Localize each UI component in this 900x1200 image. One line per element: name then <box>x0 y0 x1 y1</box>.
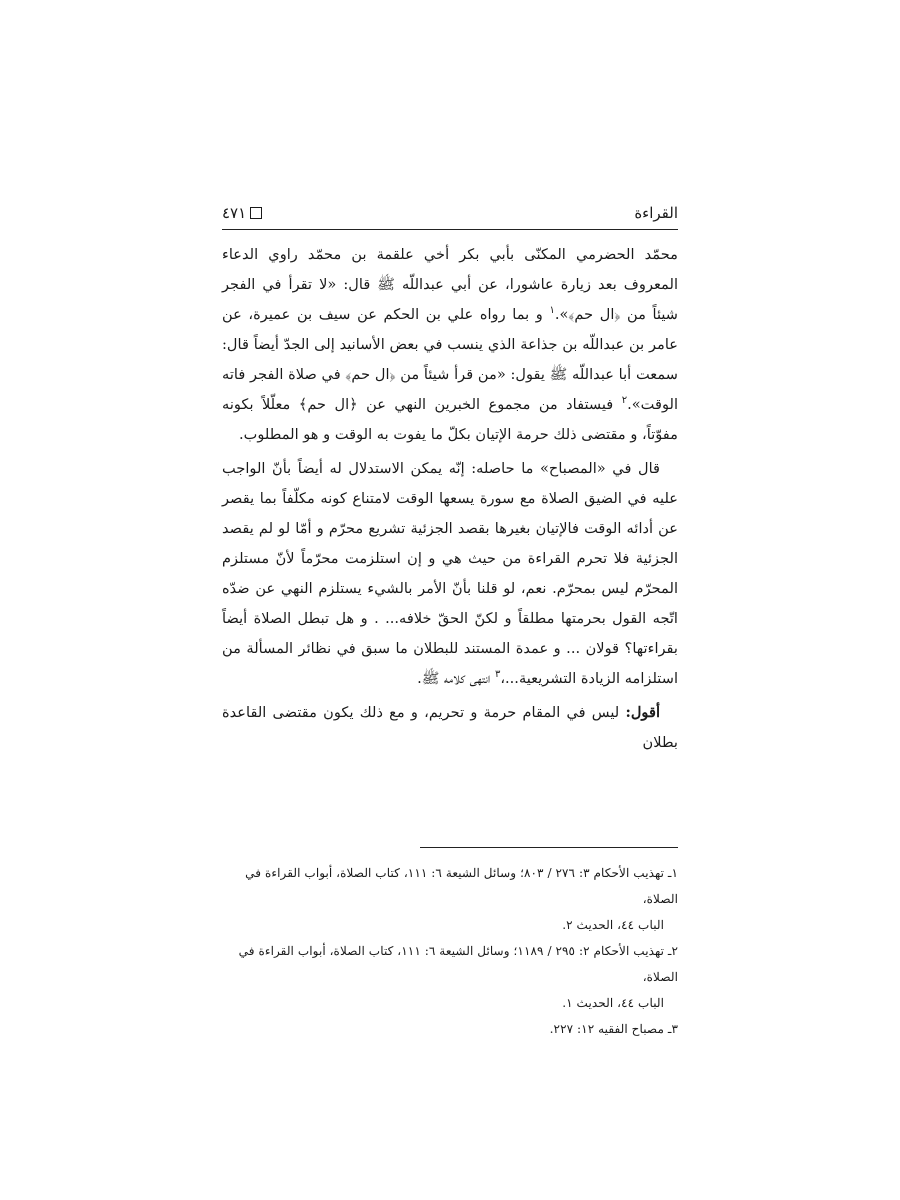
paragraph-2 <box>222 454 678 694</box>
page-number <box>222 204 262 222</box>
footnote-2-line-1: ٢ـ تهذيب الأحكام ٢: ٢٩٥ / ١١٨٩؛ وسائل الشيعة ٦: ١١١، كتاب الصلاة، أبواب القراءة في الصلاة، <box>238 944 678 984</box>
footnote-ref-3: ٣ <box>494 669 501 681</box>
page-number-text: ٤٧١ <box>222 204 247 222</box>
footnotes <box>222 860 678 1042</box>
paragraph-1-text: محمّد الحضرمي المكنّى بأبي بكر أخي علقمة بن محمّد راوي الدعاء المعروف بعد زيارة عاشورا، عن أبي عبداللّه ﷺ قال: «لا تقرأ في الفجر شيئاً من ﴿ال حم﴾». <box>222 246 679 323</box>
paragraph-1 <box>222 240 678 450</box>
page-header <box>222 200 678 224</box>
paragraph-3 <box>222 698 678 758</box>
paragraph-3-text: ليس في المقام حرمة و تحريم، و مع ذلك يكون مقتضى القاعدة بطلان <box>222 704 678 751</box>
paragraph-2b-text: انتهى كلامه ﷺ. <box>417 670 495 687</box>
footnote-1-line-2: الباب ٤٤، الحديث ٢. <box>562 918 664 932</box>
paragraph-2-text: قال في «المصباح» ما حاصله: إنّه يمكن الاستدلال له أيضاً بأنّ الواجب عليه في الضيق الصلاة مع سورة يسعها الوقت لامتناع كونه مكلّفاً بما يقصر عن أدائه الوقت فالإتيان بغيرها بقصد الجزئية تشريع محرّم و أمّا لو لم يقصد الجزئية فلا تحرم القراءة من حيث هي و إن استلزمت محرّماً لأنّ مستلزم المحرّم ليس بمحرّم. نعم، لو قلنا بأنّ الأمر بالشيء يستلزم النهي عن ضدّه اتّجه القول بحرمتها مطلقاً و لكنّ الحقّ خلافه... . و هل تبطل الصلاة أيضاً بقراءتها؟ قولان ... و عمدة المستند للبطلان ما سبق في نظائر المسألة من استلزامه الزيادة التشريعية...، <box>222 460 678 687</box>
footnote-rule <box>420 847 678 848</box>
footnote-2-line-2: الباب ٤٤، الحديث ١. <box>562 996 664 1010</box>
main-text <box>222 240 678 758</box>
footnote-ref-2: ٢ <box>621 395 628 407</box>
paragraph-1b-text: و بما رواه علي بن الحكم عن سيف بن عميرة، عن عامر بن عبداللّه بن جذاعة الذي ينسب في بعض الأسانيد إلى الجدّ أيضاً قال: سمعت أبا عبداللّه ﷺ يقول: «من قرأ شيئاً من ﴿ال حم﴾ في صلاة الفجر فاته الوقت». <box>222 306 678 413</box>
running-title: القراءة <box>634 204 678 222</box>
footnote-2 <box>222 938 678 1016</box>
header-rule <box>222 229 678 230</box>
square-icon <box>250 207 262 219</box>
footnote-3-line-1: ٣ـ مصباح الفقيه ١٢: ٢٢٧. <box>549 1022 678 1036</box>
paragraph-1c-text: فيستفاد من مجموع الخبرين النهي عن ﴿ال حم﴾ معلّلاً بكونه مفوّتاً، و مقتضى ذلك حرمة الإتيان بكلّ ما يفوت به الوقت و هو المطلوب. <box>222 396 678 443</box>
footnote-1-line-1: ١ـ تهذيب الأحكام ٣: ٢٧٦ / ٨٠٣؛ وسائل الشيعة ٦: ١١١، كتاب الصلاة، أبواب القراءة في الصلاة، <box>245 866 678 906</box>
footnote-ref-1: ١ <box>549 305 555 317</box>
footnote-1 <box>222 860 678 938</box>
paragraph-3-lead: أقول: <box>625 704 660 721</box>
footnote-3 <box>222 1016 678 1042</box>
